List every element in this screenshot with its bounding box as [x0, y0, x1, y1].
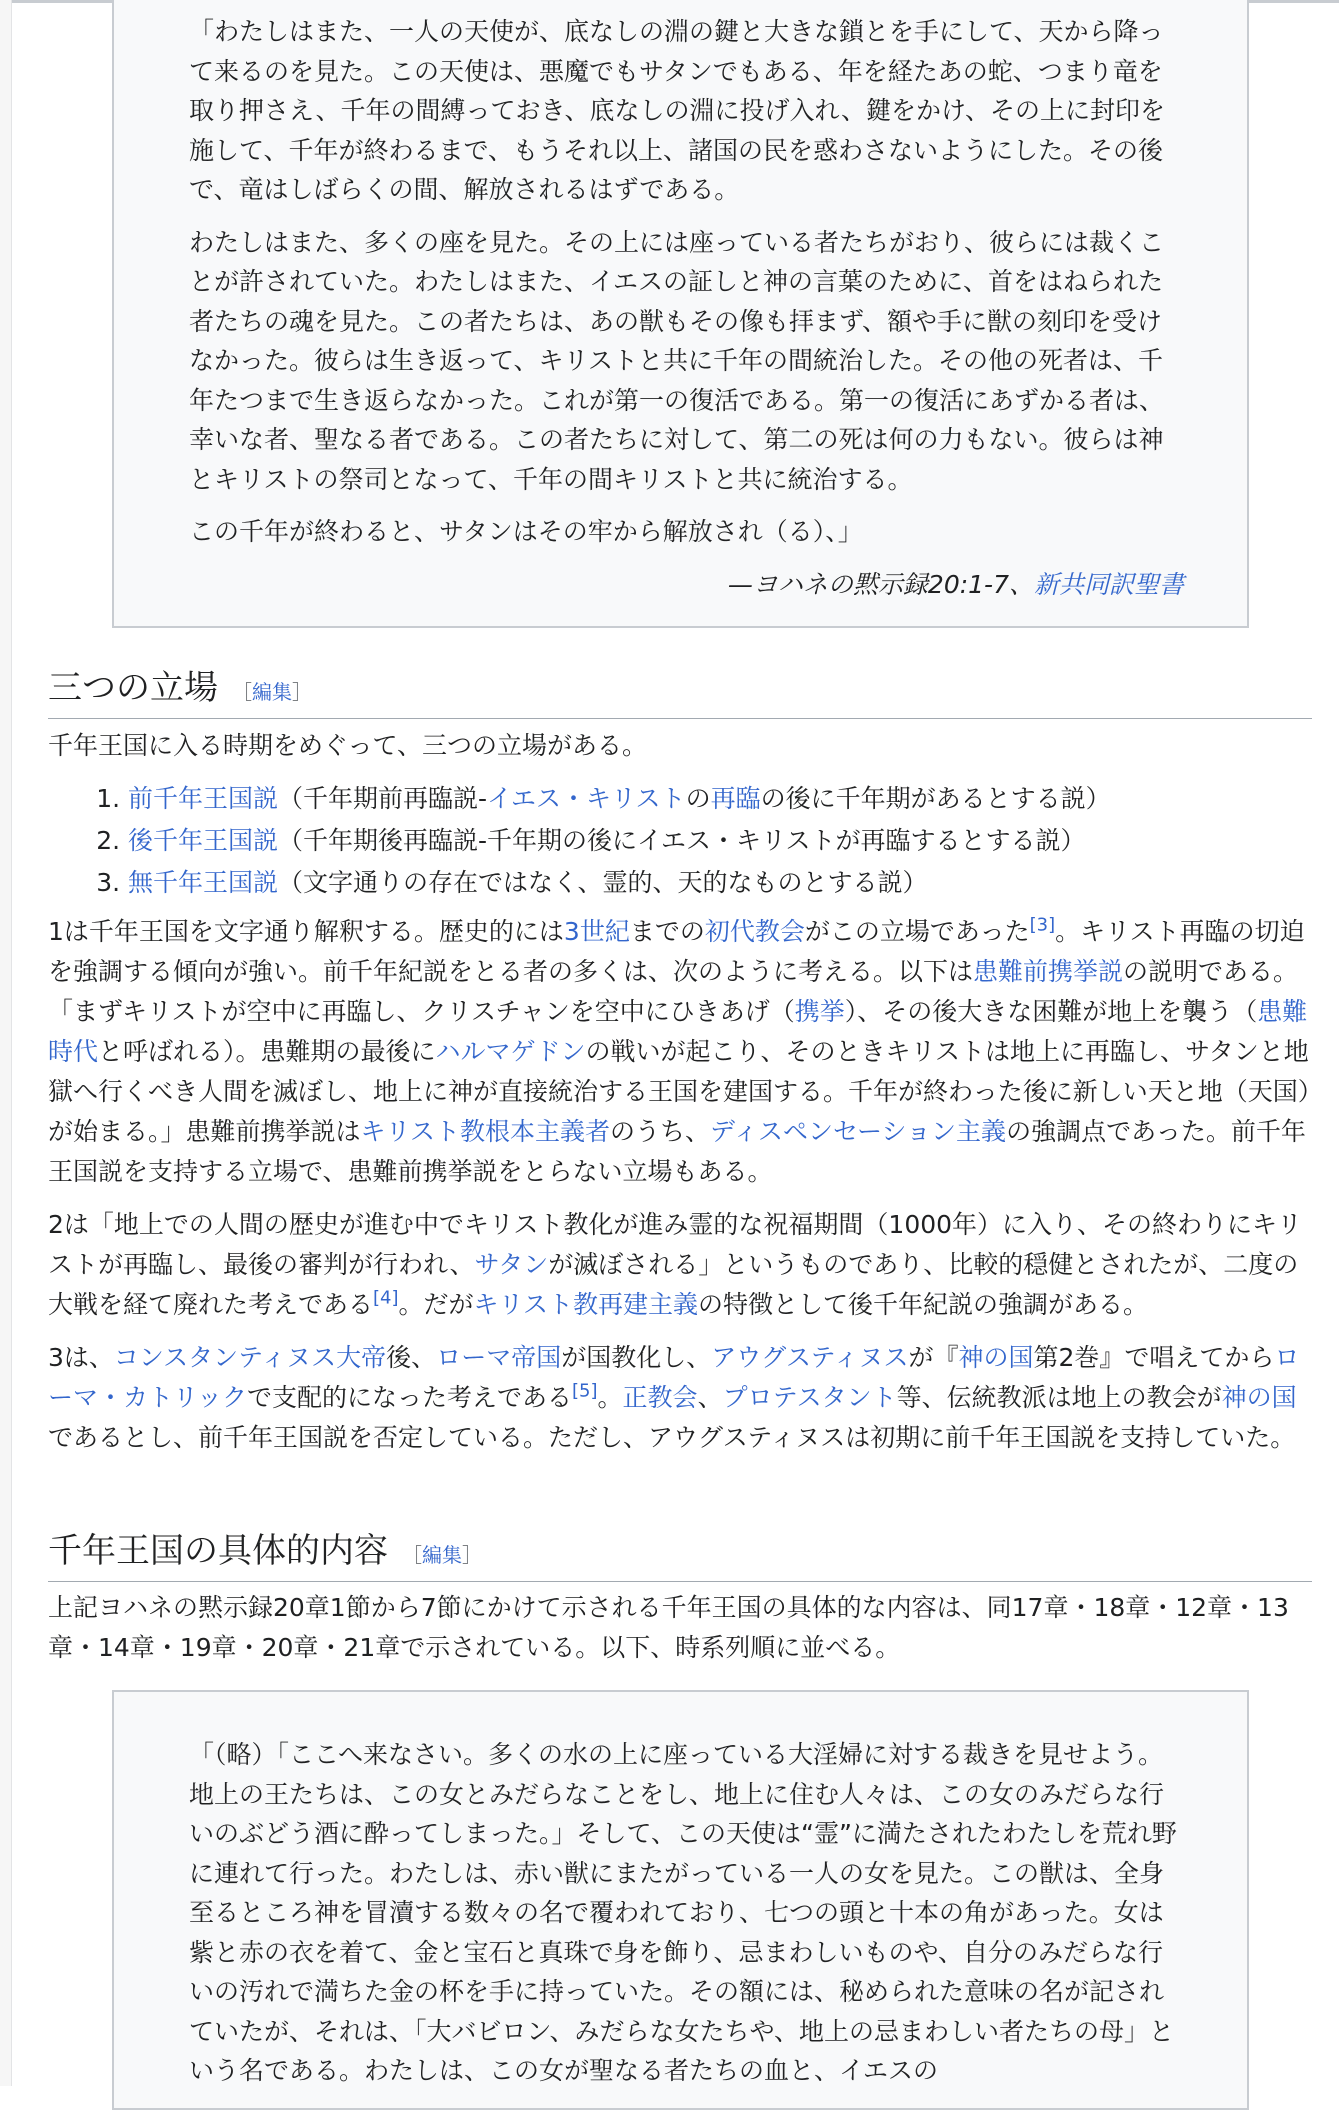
inline-link[interactable]: 神の国 — [958, 1343, 1034, 1372]
text: ）、その後大きな困難が地上を襲う（ — [844, 997, 1258, 1026]
text: 3は、 — [48, 1343, 114, 1372]
edit-link[interactable]: 編集 — [422, 1543, 462, 1567]
text: 第2巻』で唱えてから — [1033, 1343, 1275, 1372]
heading-text: 千年王国の具体的内容 — [48, 1531, 388, 1571]
inline-link[interactable]: 神の国 — [1221, 1383, 1297, 1412]
inline-link[interactable]: 3世紀 — [563, 917, 630, 946]
item-link[interactable]: 無千年王国説 — [128, 868, 279, 897]
item-link[interactable]: 再臨 — [710, 784, 761, 813]
positions-list — [48, 778, 1312, 904]
edit-bracket: ］ — [462, 1543, 482, 1567]
reference-link[interactable]: [5] — [572, 1380, 598, 1402]
section-intro: 千年王国に入る時期をめぐって、三つの立場がある。 — [48, 731, 648, 760]
edit-bracket: ［ — [402, 1543, 422, 1567]
text: 2は「地上での人間の歴史が進む中でキリスト教化が進み霊的な祝福期間（1000年）に入り、その終わりにキリストが再臨し、最後の審判が行われ、 — [48, 1210, 1303, 1279]
text: が国教化し、 — [561, 1343, 712, 1372]
section-heading-three-positions — [48, 666, 1312, 719]
inline-link[interactable]: コンスタンティヌス大帝 — [113, 1343, 387, 1372]
quote-citation — [189, 565, 1184, 605]
text: で支配的になった考えである — [247, 1383, 573, 1412]
reference-link[interactable]: [3] — [1029, 914, 1056, 936]
inline-link[interactable]: 正教会 — [622, 1383, 698, 1412]
citation-link[interactable]: 新共同訳聖書 — [1033, 569, 1184, 599]
edit-section-link — [402, 1543, 482, 1567]
item-link[interactable]: イエス・キリスト — [487, 784, 686, 813]
item-text: （文字通りの存在ではなく、霊的、天的なものとする説） — [278, 868, 928, 897]
text: の強調点であった。前千年王国説を支持する立場で、患難前携挙説をとらない立場もある。 — [48, 1117, 1306, 1186]
text: のうち、 — [610, 1117, 711, 1146]
edit-bracket: ［ — [232, 680, 252, 704]
item-text: の — [685, 784, 711, 813]
inline-link[interactable]: キリスト教再建主義 — [473, 1290, 699, 1319]
item-link[interactable]: 前千年王国説 — [128, 784, 279, 813]
paragraph-premillennial — [48, 912, 1312, 1192]
text: までの — [629, 917, 705, 946]
left-edge — [0, 0, 12, 2086]
quote-paragraph: 「（略）「ここへ来なさい。多くの水の上に座っている大淫婦に対する裁きを見せよう。地上の王たちは、この女とみだらなことをし、地上に住む人々は、この女のみだらな行いのぶどう酒に酔ってしまった。」そして、この天使は“霊”に満たされたわたしを荒れ野に連れて行った。わたしは、赤い獣にまたがっている一人の女を見た。この獣は、全身至るところ神を冒瀆する数々の名で覆われており、七つの頭と十本の角があった。女は紫と赤の衣を着て、金と宝石と真珠で身を飾り、忌まわしいものや、自分のみだらな行いの汚れで満ちた金の杯を手に持っていた。その額には、秘められた意味の名が記されていたが、それは、「大バビロン、みだらな女たちや、地上の忌まわしい者たちの母」という名である。わたしは、この女が聖なる者たちの血と、イエスの — [189, 1740, 1177, 2085]
edit-link[interactable]: 編集 — [252, 680, 292, 704]
quote-paragraph: わたしはまた、多くの座を見た。その上には座っている者たちがおり、彼らには裁くことが許されていた。わたしはまた、イエスの証しと神の言葉のために、首をはねられた者たちの魂を見た。この者たちは、あの獣もその像も拝まず、額や手に獣の刻印を受けなかった。彼らは生き返って、キリストと共に千年の間統治した。その他の死者は、千年たつまで生き返らなかった。これが第一の復活である。第一の復活にあずかる者は、幸いな者、聖なる者である。この者たちに対して、第二の死は何の力もない。彼らは神とキリストの祭司となって、千年の間キリストと共に統治する。 — [189, 227, 1165, 494]
section-heading-concrete-content — [48, 1529, 1312, 1582]
inline-link[interactable]: ローマ・カトリック — [48, 1343, 1300, 1412]
inline-link[interactable]: ハルマゲドン — [435, 1037, 586, 1066]
item-text: の後に千年期があるとする説） — [760, 784, 1111, 813]
section-intro: 上記ヨハネの黙示録20章1節から7節にかけて示される千年王国の具体的な内容は、同17章・18章・12章・13章・14章・19章・20章・21章で示されている。以下、時系列順に並べる。 — [48, 1593, 1289, 1662]
quote-paragraph: この千年が終わると、サタンはその牢から解放され（る）、」 — [189, 517, 863, 546]
item-link[interactable]: 後千年王国説 — [128, 826, 279, 855]
text: 後、 — [386, 1343, 437, 1372]
text: 。キリスト再臨の切迫を強調する傾向が強い。前千年紀説をとる者の多くは、次のように考える。以下は — [48, 917, 1305, 986]
edit-section-link — [232, 680, 312, 704]
text: の特徴として後千年紀説の強調がある。 — [698, 1290, 1149, 1319]
quote-paragraph: 「わたしはまた、一人の天使が、底なしの淵の鍵と大きな鎖とを手にして、天から降って来るのを見た。この天使は、悪魔でもサタンでもある、年を経たあの蛇、つまり竜を取り押さえ、千年の間縛っておき、底なしの淵に投げ入れ、鍵をかけ、その上に封印を施して、千年が終わるまで、もうそれ以上、諸国の民を惑わさないようにした。その後で、竜はしばらくの間、解放されるはずである。 — [189, 17, 1166, 204]
list-item — [128, 820, 1312, 862]
text: 。 — [597, 1383, 623, 1412]
inline-link[interactable]: 初代教会 — [704, 917, 805, 946]
blockquote-revelation — [112, 0, 1249, 628]
paragraph-postmillennial — [48, 1205, 1312, 1325]
paragraph-amillennial — [48, 1338, 1312, 1458]
inline-link[interactable]: 患難前携挙説 — [973, 957, 1124, 986]
edit-bracket: ］ — [292, 680, 312, 704]
inline-link[interactable]: キリスト教根本主義者 — [360, 1117, 611, 1146]
text: 、 — [697, 1383, 723, 1412]
list-item — [128, 862, 1312, 904]
heading-text: 三つの立場 — [48, 668, 218, 708]
text: であるとし、前千年王国説を否定している。ただし、アウグスティヌスは初期に前千年王国説を支持していた。 — [48, 1423, 1296, 1452]
text: が『 — [908, 1343, 959, 1372]
reference-link[interactable]: [4] — [373, 1287, 399, 1309]
item-text: （千年期前再臨説- — [278, 784, 488, 813]
inline-link[interactable]: ローマ帝国 — [436, 1343, 562, 1372]
inline-link[interactable]: 患難時代 — [48, 997, 1308, 1066]
list-item — [128, 778, 1312, 820]
inline-link[interactable]: プロテスタント — [722, 1383, 897, 1412]
text: と呼ばれる）。患難期の最後に — [98, 1037, 436, 1066]
text: 。だが — [398, 1290, 474, 1319]
inline-link[interactable]: ディスペンセーション主義 — [710, 1117, 1007, 1146]
inline-link[interactable]: 携挙 — [794, 997, 845, 1026]
text: の説明である。「まずキリストが空中に再臨し、クリスチャンを空中にひきあげ（ — [48, 957, 1299, 1026]
inline-link[interactable]: アウグスティヌス — [711, 1343, 909, 1372]
blockquote-revelation-17 — [112, 1690, 1249, 2110]
item-text: （千年期後再臨説-千年期の後にイエス・キリストが再臨するとする説） — [278, 826, 1086, 855]
text: がこの立場であった — [804, 917, 1030, 946]
citation-text: —ヨハネの黙示録20:1-7、 — [727, 569, 1034, 599]
inline-link[interactable]: サタン — [474, 1250, 549, 1279]
text: 1は千年王国を文字通り解釈する。歴史的には — [48, 917, 564, 946]
text: 等、伝統教派は地上の教会が — [896, 1383, 1222, 1412]
text: が滅ぼされる」というものであり、比較的穏健とされたが、二度の大戦を経て廃れた考えである — [48, 1250, 1299, 1319]
text: の戦いが起こり、そのときキリストは地上に再臨し、サタンと地獄へ行くべき人間を滅ぼし、地上に神が直接統治する王国を建国する。千年が終わった後に新しい天と地（天国）が始まる。」患難前携挙説は — [48, 1037, 1311, 1146]
